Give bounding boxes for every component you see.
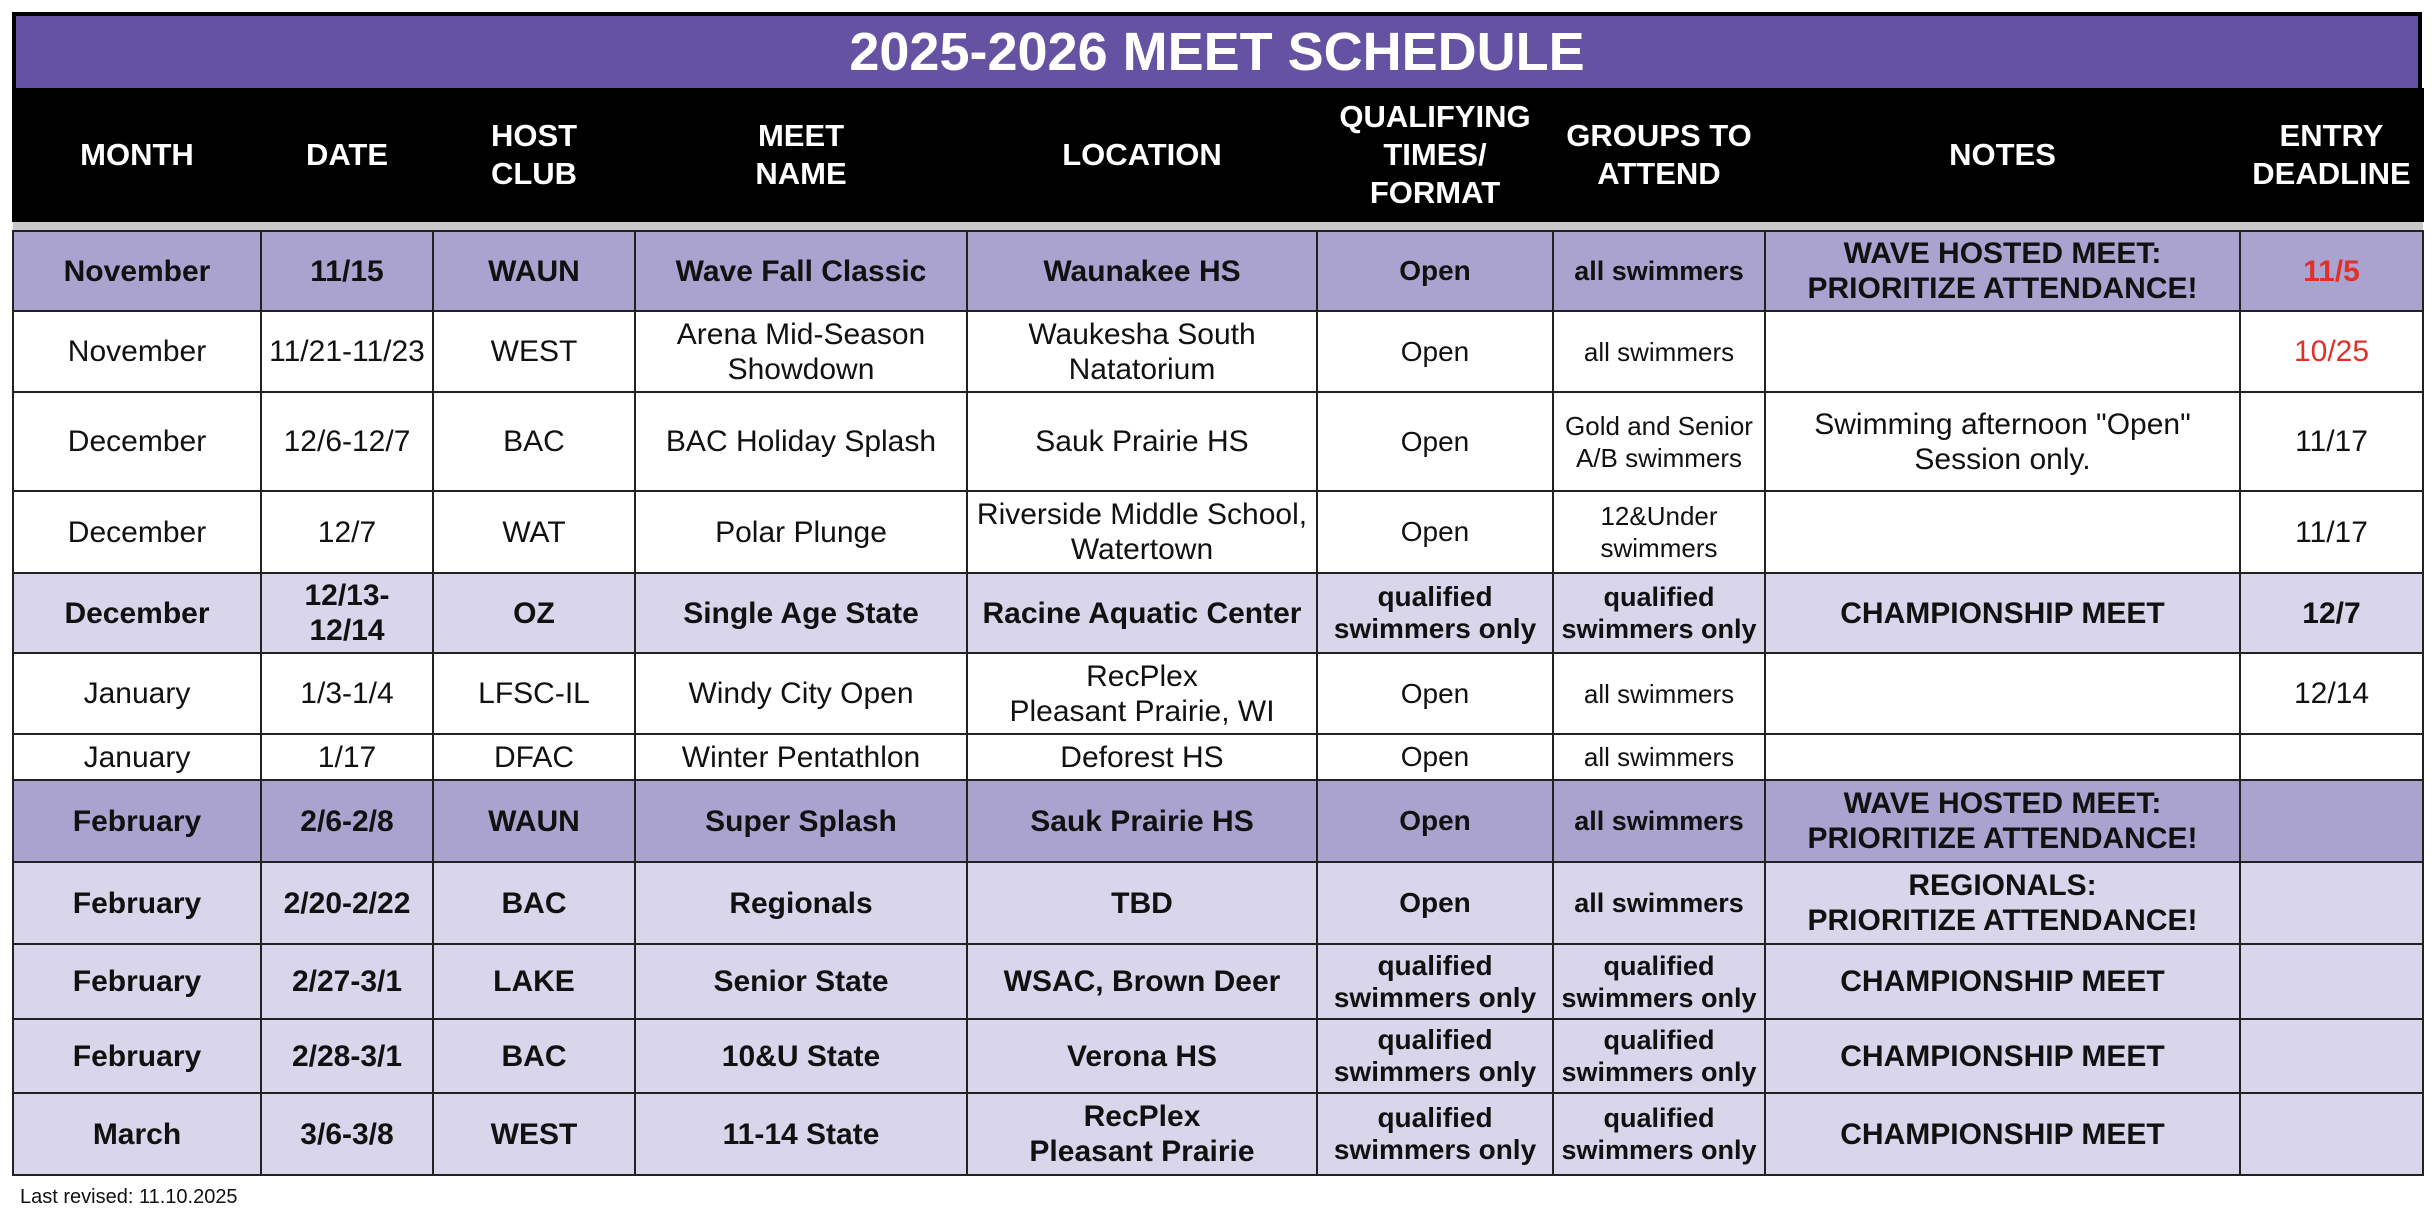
header-row [13,89,2423,221]
cell-qualifying: Open [1317,862,1553,944]
header-notes: NOTES [1765,89,2240,221]
header-host-club: HOST CLUB [433,89,635,221]
cell-date: 11/15 [261,231,433,311]
cell-location: Riverside Middle School, Watertown [967,491,1317,573]
cell-groups: all swimmers [1553,311,1765,392]
cell-location: TBD [967,862,1317,944]
cell-host-club: DFAC [433,734,635,780]
cell-meet-name: Windy City Open [635,653,967,734]
cell-host-club: WEST [433,311,635,392]
cell-notes: REGIONALS: PRIORITIZE ATTENDANCE! [1765,862,2240,944]
schedule-table [12,88,2424,1176]
table-row [13,231,2423,311]
cell-notes [1765,734,2240,780]
cell-date: 2/6-2/8 [261,780,433,862]
cell-qualifying: Open [1317,734,1553,780]
cell-host-club: BAC [433,1019,635,1093]
cell-groups: Gold and Senior A/B swimmers [1553,392,1765,491]
cell-date: 1/17 [261,734,433,780]
cell-entry-deadline: 12/7 [2240,573,2423,653]
cell-date: 11/21-11/23 [261,311,433,392]
cell-meet-name: Regionals [635,862,967,944]
cell-entry-deadline: 11/17 [2240,392,2423,491]
header-separator [13,221,2423,231]
cell-qualifying: Open [1317,491,1553,573]
cell-location: Deforest HS [967,734,1317,780]
last-revised-note: Last revised: 11.10.2025 [20,1186,238,1208]
table-row [13,392,2423,491]
cell-host-club: LAKE [433,944,635,1019]
cell-date: 2/27-3/1 [261,944,433,1019]
cell-entry-deadline [2240,1019,2423,1093]
table-row [13,1093,2423,1175]
cell-date: 2/28-3/1 [261,1019,433,1093]
cell-qualifying: Open [1317,653,1553,734]
header-meet-name: MEET NAME [635,89,967,221]
cell-month: March [13,1093,261,1175]
cell-groups: all swimmers [1553,780,1765,862]
cell-location: Verona HS [967,1019,1317,1093]
cell-entry-deadline [2240,1093,2423,1175]
header-month: MONTH [13,89,261,221]
cell-entry-deadline: 11/17 [2240,491,2423,573]
cell-qualifying: Open [1317,392,1553,491]
cell-qualifying: Open [1317,780,1553,862]
cell-month: January [13,734,261,780]
cell-host-club: WAUN [433,780,635,862]
cell-date: 1/3-1/4 [261,653,433,734]
header-qualifying: QUALIFYING TIMES/ FORMAT [1317,89,1553,221]
header-date: DATE [261,89,433,221]
table-row [13,862,2423,944]
cell-meet-name: BAC Holiday Splash [635,392,967,491]
cell-notes [1765,653,2240,734]
cell-groups: qualified swimmers only [1553,1093,1765,1175]
cell-entry-deadline [2240,734,2423,780]
cell-month: February [13,1019,261,1093]
cell-month: November [13,311,261,392]
cell-groups: qualified swimmers only [1553,944,1765,1019]
cell-meet-name: Arena Mid-Season Showdown [635,311,967,392]
cell-location: Waunakee HS [967,231,1317,311]
cell-groups: all swimmers [1553,653,1765,734]
cell-qualifying: Open [1317,231,1553,311]
cell-notes: CHAMPIONSHIP MEET [1765,944,2240,1019]
table-row [13,780,2423,862]
cell-groups: 12&Under swimmers [1553,491,1765,573]
cell-qualifying: qualified swimmers only [1317,1093,1553,1175]
cell-month: January [13,653,261,734]
cell-qualifying: qualified swimmers only [1317,573,1553,653]
cell-location: Sauk Prairie HS [967,392,1317,491]
cell-meet-name: Senior State [635,944,967,1019]
cell-host-club: WAUN [433,231,635,311]
cell-groups: all swimmers [1553,734,1765,780]
cell-entry-deadline: 11/5 [2240,231,2423,311]
cell-notes: CHAMPIONSHIP MEET [1765,573,2240,653]
cell-location: Racine Aquatic Center [967,573,1317,653]
cell-groups: qualified swimmers only [1553,1019,1765,1093]
cell-notes [1765,491,2240,573]
cell-entry-deadline: 12/14 [2240,653,2423,734]
cell-host-club: WAT [433,491,635,573]
cell-notes: WAVE HOSTED MEET: PRIORITIZE ATTENDANCE! [1765,780,2240,862]
cell-location: RecPlex Pleasant Prairie [967,1093,1317,1175]
schedule-sheet [12,12,2422,1209]
cell-month: November [13,231,261,311]
cell-host-club: BAC [433,392,635,491]
cell-qualifying: qualified swimmers only [1317,1019,1553,1093]
cell-month: December [13,392,261,491]
cell-month: February [13,862,261,944]
table-row [13,734,2423,780]
cell-groups: all swimmers [1553,862,1765,944]
cell-month: February [13,780,261,862]
table-row [13,573,2423,653]
header-location: LOCATION [967,89,1317,221]
table-row [13,1019,2423,1093]
cell-date: 12/7 [261,491,433,573]
cell-date: 12/6-12/7 [261,392,433,491]
cell-location: RecPlex Pleasant Prairie, WI [967,653,1317,734]
cell-location: Sauk Prairie HS [967,780,1317,862]
cell-date: 3/6-3/8 [261,1093,433,1175]
cell-meet-name: Wave Fall Classic [635,231,967,311]
cell-entry-deadline: 10/25 [2240,311,2423,392]
cell-month: December [13,573,261,653]
cell-date: 12/13-12/14 [261,573,433,653]
cell-notes: CHAMPIONSHIP MEET [1765,1019,2240,1093]
cell-host-club: LFSC-IL [433,653,635,734]
header-groups: GROUPS TO ATTEND [1553,89,1765,221]
cell-entry-deadline [2240,862,2423,944]
cell-month: December [13,491,261,573]
table-row [13,944,2423,1019]
table-row [13,311,2423,392]
cell-notes: CHAMPIONSHIP MEET [1765,1093,2240,1175]
cell-meet-name: Single Age State [635,573,967,653]
table-row [13,491,2423,573]
cell-meet-name: 11-14 State [635,1093,967,1175]
cell-groups: all swimmers [1553,231,1765,311]
cell-host-club: BAC [433,862,635,944]
table-row [13,653,2423,734]
cell-location: Waukesha South Natatorium [967,311,1317,392]
cell-notes: Swimming afternoon "Open" Session only. [1765,392,2240,491]
cell-meet-name: Super Splash [635,780,967,862]
cell-month: February [13,944,261,1019]
cell-qualifying: Open [1317,311,1553,392]
cell-host-club: WEST [433,1093,635,1175]
cell-notes: WAVE HOSTED MEET: PRIORITIZE ATTENDANCE! [1765,231,2240,311]
cell-entry-deadline [2240,944,2423,1019]
cell-date: 2/20-2/22 [261,862,433,944]
cell-meet-name: Winter Pentathlon [635,734,967,780]
cell-groups: qualified swimmers only [1553,573,1765,653]
cell-host-club: OZ [433,573,635,653]
schedule-title: 2025-2026 MEET SCHEDULE [12,12,2422,88]
cell-location: WSAC, Brown Deer [967,944,1317,1019]
cell-meet-name: Polar Plunge [635,491,967,573]
header-entry-deadline: ENTRY DEADLINE [2240,89,2423,221]
cell-entry-deadline [2240,780,2423,862]
cell-meet-name: 10&U State [635,1019,967,1093]
cell-notes [1765,311,2240,392]
cell-qualifying: qualified swimmers only [1317,944,1553,1019]
